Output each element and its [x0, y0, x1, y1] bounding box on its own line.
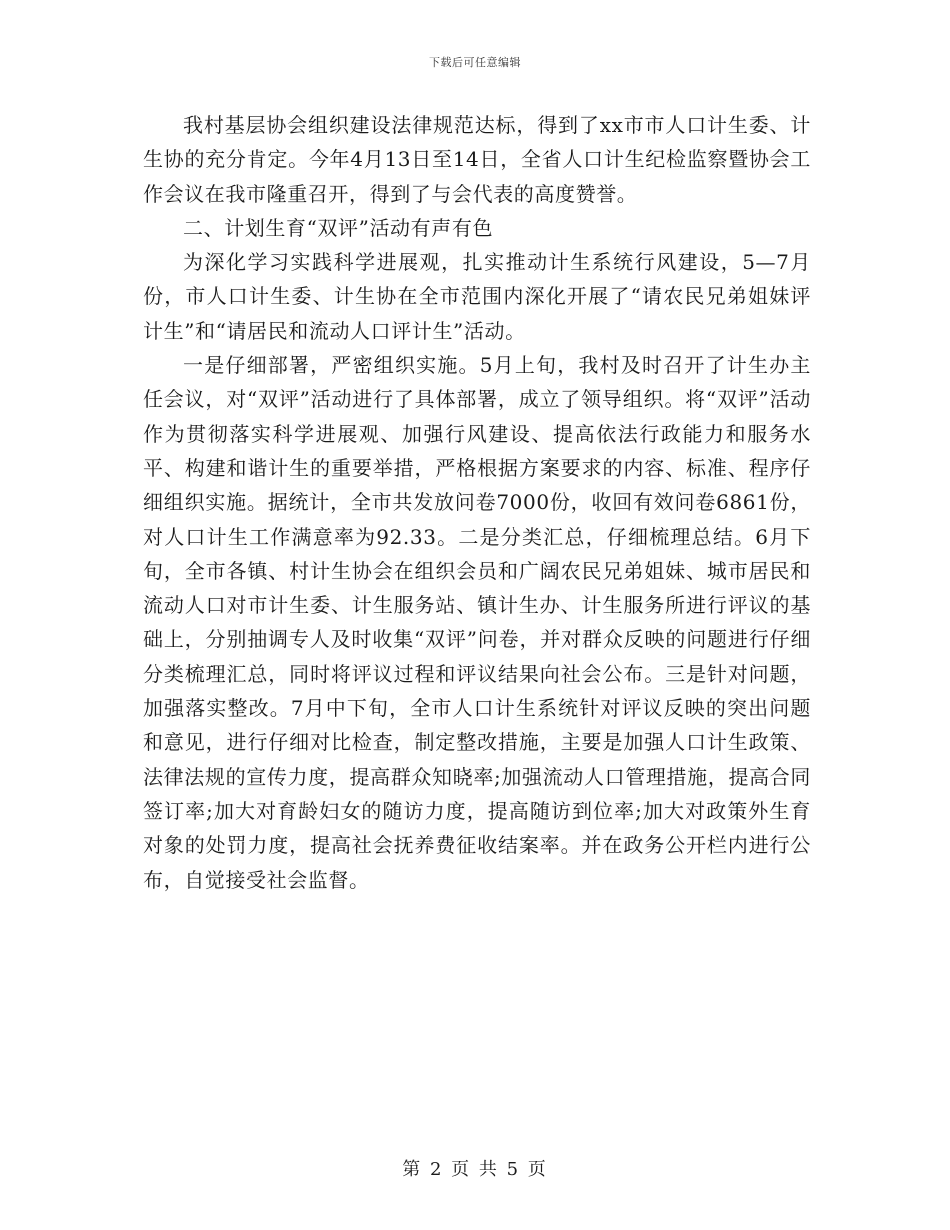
paragraph-activity-details: 一是仔细部署，严密组织实施。5月上旬，我村及时召开了计生办主任会议，对“双评”活动进行了具体部署，成立了领导组织。将“双评”活动作为贯彻落实科学进展观、加强行风建设、提高依法行政能力和服务水平、构建和谐计生的重要举措，严格根据方案要求的内容、标准、程序仔细组织实施。据统计，全市共发放问卷7000份，收回有效问卷6861份，对人口计生工作满意率为92.33。二是分类汇总，仔细梳理总结。6月下旬，全市各镇、村计生协会在组织会员和广阔农民兄弟姐妹、城市居民和流动人口对市计生委、计生服务站、镇计生办、计生服务所进行评议的基础上，分别抽调专人及时收集“双评”问卷，并对群众反映的问题进行仔细分类梳理汇总，同时将评议过程和评议结果向社会公布。三是针对问题，加强落实整改。7月中下旬，全市人口计生系统针对评议反映的突出问题和意见，进行仔细对比检查，制定整改措施，主要是加强人口计生政策、法律法规的宣传力度，提高群众知晓率;加强流动人口管理措施，提高合同签订率;加大对育龄妇女的随访力度，提高随访到位率;加大对政策外生育对象的处罚力度，提高社会抚养费征收结案率。并在政务公开栏内进行公布，自觉接受社会监督。: [143, 353, 811, 892]
page-header-note: 下载后可任意编辑: [429, 56, 521, 69]
paragraph-association-standards: 我村基层协会组织建设法律规范达标，得到了xx市市人口计生委、计生协的充分肯定。今年4月13日至14日，全省人口计生纪检监察暨协会工作会议在我市隆重召开，得到了与会代表的高度赞誉。: [143, 113, 811, 206]
section-heading-double-evaluation: 二、计划生育“双评”活动有声有色: [183, 215, 494, 240]
document-body: [143, 108, 811, 897]
paragraph-activity-overview: 为深化学习实践科学进展观，扎实推动计生系统行风建设，5—7月份，市人口计生委、计生协在全市范围内深化开展了“请农民兄弟姐妹评计生”和“请居民和流动人口评计生”活动。: [143, 250, 811, 343]
page-number-footer: 第 2 页 共 5 页: [402, 1159, 548, 1180]
